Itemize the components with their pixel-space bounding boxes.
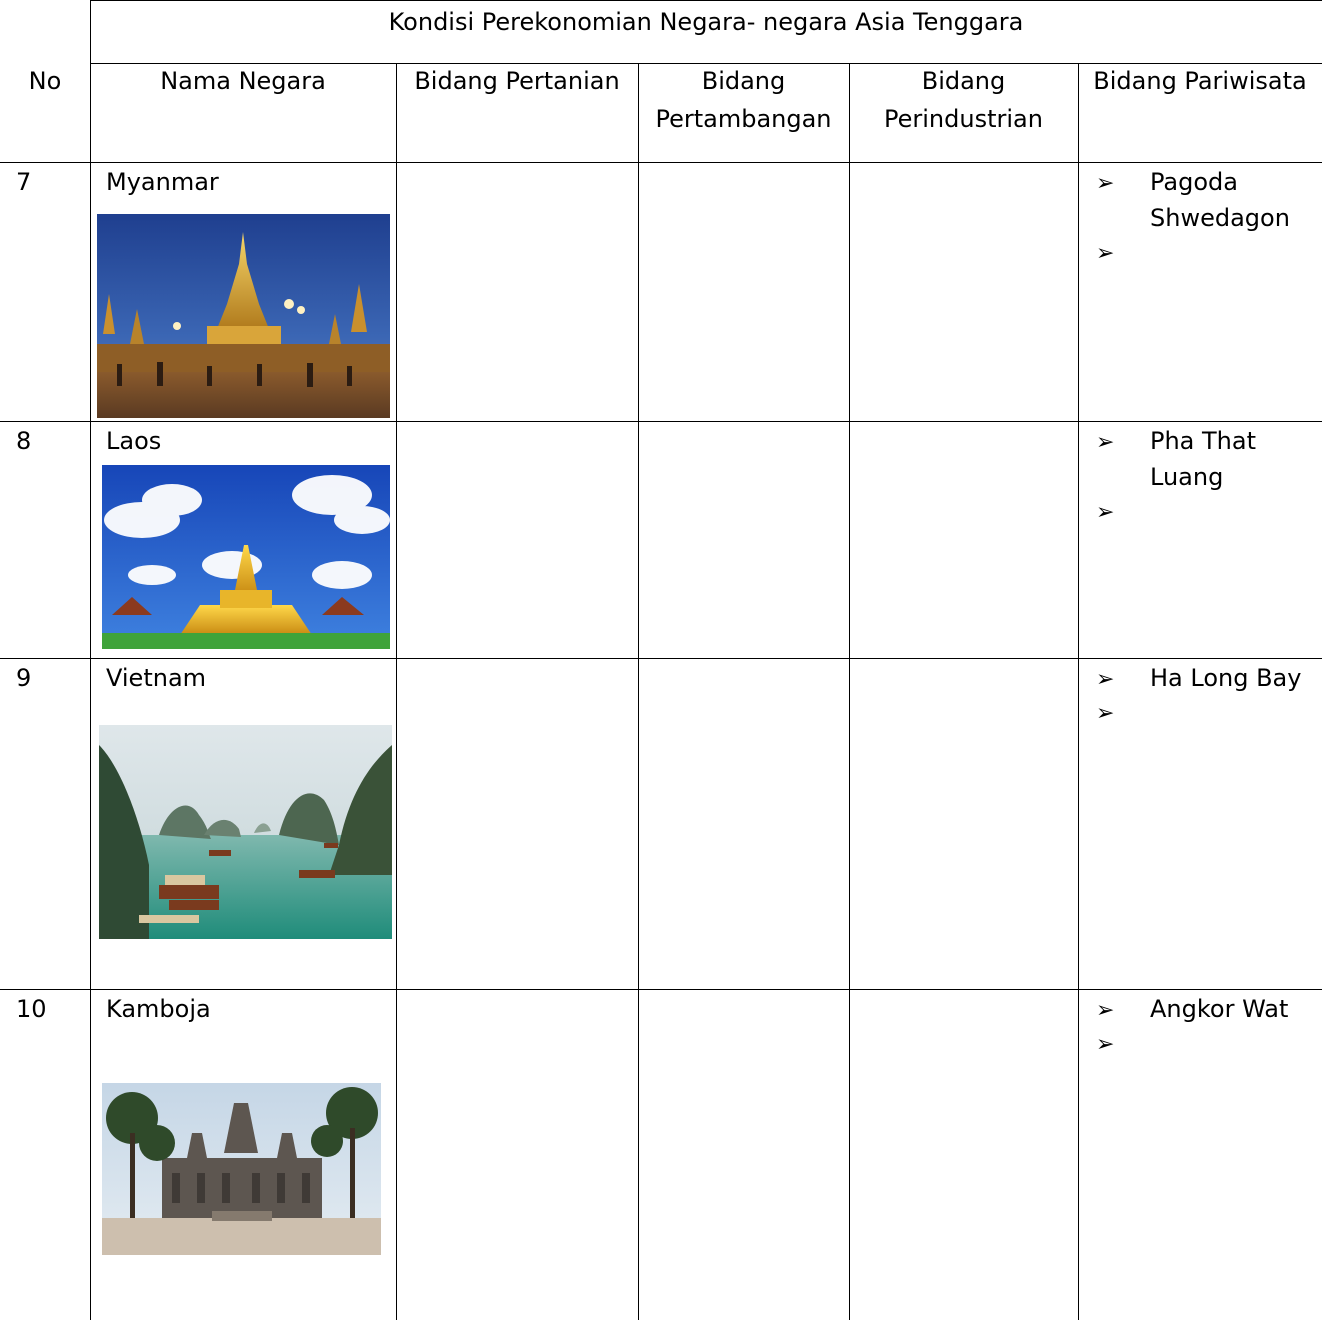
country-name: Laos <box>106 427 162 455</box>
country-name: Kamboja <box>106 995 211 1023</box>
country-name: Vietnam <box>106 664 207 692</box>
country-name: Myanmar <box>106 168 219 196</box>
header-country: Nama Negara <box>160 67 326 95</box>
header-tourism: Bidang Pariwisata <box>1093 67 1307 95</box>
row-number: 9 <box>16 664 32 692</box>
bullet-arrow-icon: ➢ <box>1096 241 1115 266</box>
tourism-item: Angkor Wat <box>1150 995 1289 1023</box>
bullet-arrow-icon: ➢ <box>1096 998 1115 1023</box>
bullet-arrow-icon: ➢ <box>1096 430 1115 455</box>
header-no: No <box>28 67 62 95</box>
header-agriculture: Bidang Pertanian <box>414 67 620 95</box>
row-number: 7 <box>16 168 32 196</box>
group-header: Kondisi Perekonomian Negara- negara Asia Tenggara <box>388 8 1024 36</box>
tourism-item: Pha That <box>1150 427 1257 455</box>
bullet-arrow-icon: ➢ <box>1096 500 1115 525</box>
golden-pagoda-icon <box>97 214 390 418</box>
temple-icon <box>102 1083 381 1255</box>
bullet-arrow-icon: ➢ <box>1096 701 1115 726</box>
header-industry-line1: Bidang <box>921 67 1006 95</box>
bullet-arrow-icon: ➢ <box>1096 667 1115 692</box>
bay-islands-icon <box>99 725 392 939</box>
bullet-arrow-icon: ➢ <box>1096 171 1115 196</box>
tourism-item: Ha Long Bay <box>1150 664 1302 692</box>
bullet-arrow-icon: ➢ <box>1096 1032 1115 1057</box>
row-number: 10 <box>16 995 47 1023</box>
tourism-item: Pagoda <box>1150 168 1238 196</box>
tourism-item-cont: Luang <box>1150 463 1224 491</box>
header-mining-line1: Bidang <box>701 67 786 95</box>
tourism-item-cont: Shwedagon <box>1150 204 1290 232</box>
header-industry-line2: Perindustrian <box>884 105 1043 133</box>
header-mining-line2: Pertambangan <box>655 105 832 133</box>
row-number: 8 <box>16 427 32 455</box>
golden-stupa-icon <box>102 465 390 649</box>
